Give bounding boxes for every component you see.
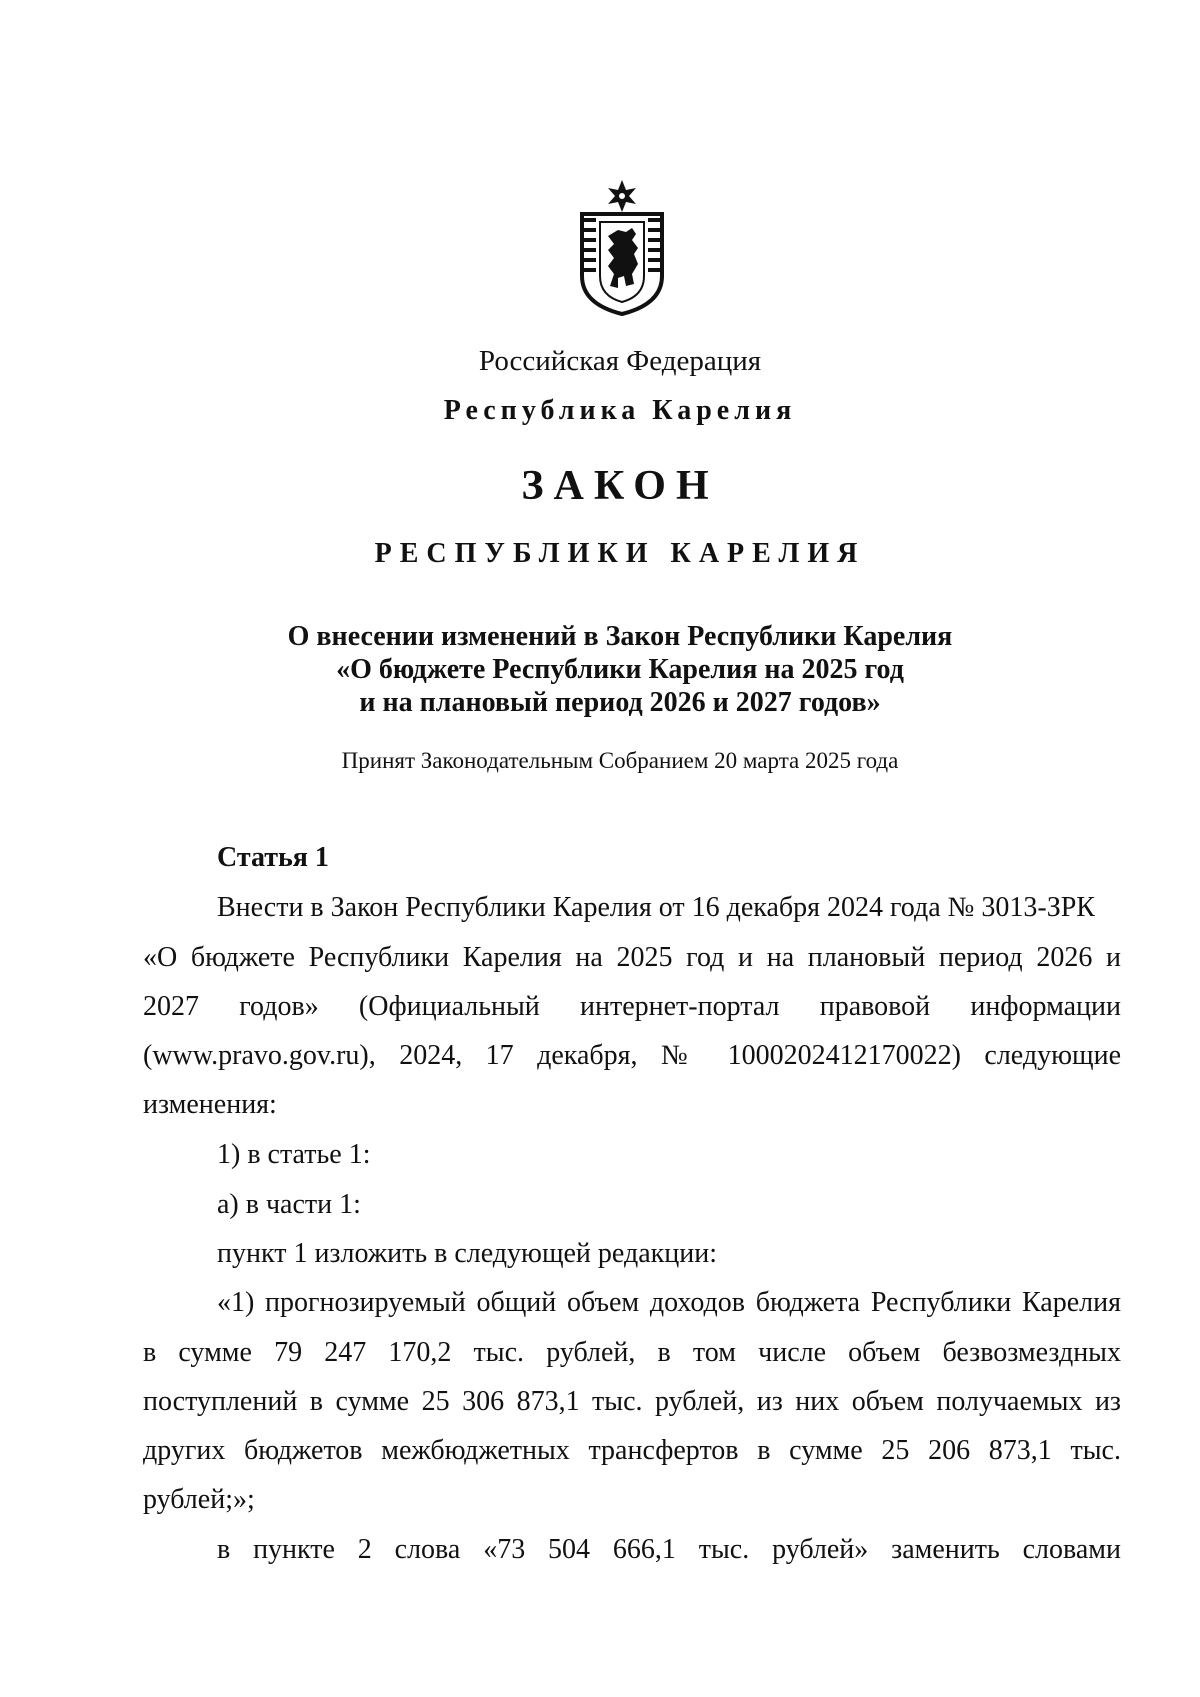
document-type-title: ЗАКОН — [521, 463, 719, 509]
adoption-note: Принят Законодательным Собранием 20 марта 2025 года — [341, 748, 899, 773]
document-type-subtitle: РЕСПУБЛИКИ КАРЕЛИЯ — [374, 538, 866, 569]
article-text-line: рублей;»; — [143, 1484, 255, 1515]
law-title-line: О внесении изменений в Закон Республики Карелия — [287, 621, 953, 652]
article-text-line: а) в части 1: — [217, 1189, 361, 1220]
article-text-line: Внести в Закон Республики Карелия от 16 декабря 2024 года № 3013-ЗРК — [217, 892, 1095, 923]
article-text-line: «О бюджете Республики Карелия на 2025 год и на плановый период 2026 и — [143, 942, 1121, 973]
federation-label: Российская Федерация — [478, 345, 762, 377]
republic-label: Республика Карелия — [443, 395, 797, 426]
article-text-line: других бюджетов межбюджетных трансфертов в сумме 25 206 873,1 тыс. — [143, 1435, 1121, 1466]
article-text-line: 1) в статье 1: — [217, 1139, 371, 1170]
article-text-line: 2027 годов» (Официальный интернет-портал правовой информации — [143, 991, 1121, 1022]
article-text-line: «1) прогнозируемый общий объем доходов бюджета Республики Карелия — [217, 1287, 1121, 1318]
law-title-line: «О бюджете Республики Карелия на 2025 год — [336, 654, 904, 685]
article-text-line: поступлений в сумме 25 306 873,1 тыс. рублей, из них объем получаемых из — [143, 1386, 1121, 1417]
article-text-line: пункт 1 изложить в следующей редакции: — [217, 1238, 717, 1269]
article-text-line: (www.pravo.gov.ru), 2024, 17 декабря, № 1000202412170022) следующие — [143, 1040, 1121, 1071]
karelia-coat-of-arms-icon — [574, 178, 670, 318]
article-text-line: изменения: — [143, 1089, 277, 1120]
article-heading: Статья 1 — [217, 842, 329, 873]
law-title — [0, 620, 1200, 719]
law-title-line: и на плановый период 2026 и 2027 годов» — [359, 687, 881, 718]
article-text-line: в сумме 79 247 170,2 тыс. рублей, в том числе объем безвозмездных — [143, 1337, 1121, 1368]
article-text-line: в пункте 2 слова «73 504 666,1 тыс. рублей» заменить словами — [217, 1534, 1121, 1565]
